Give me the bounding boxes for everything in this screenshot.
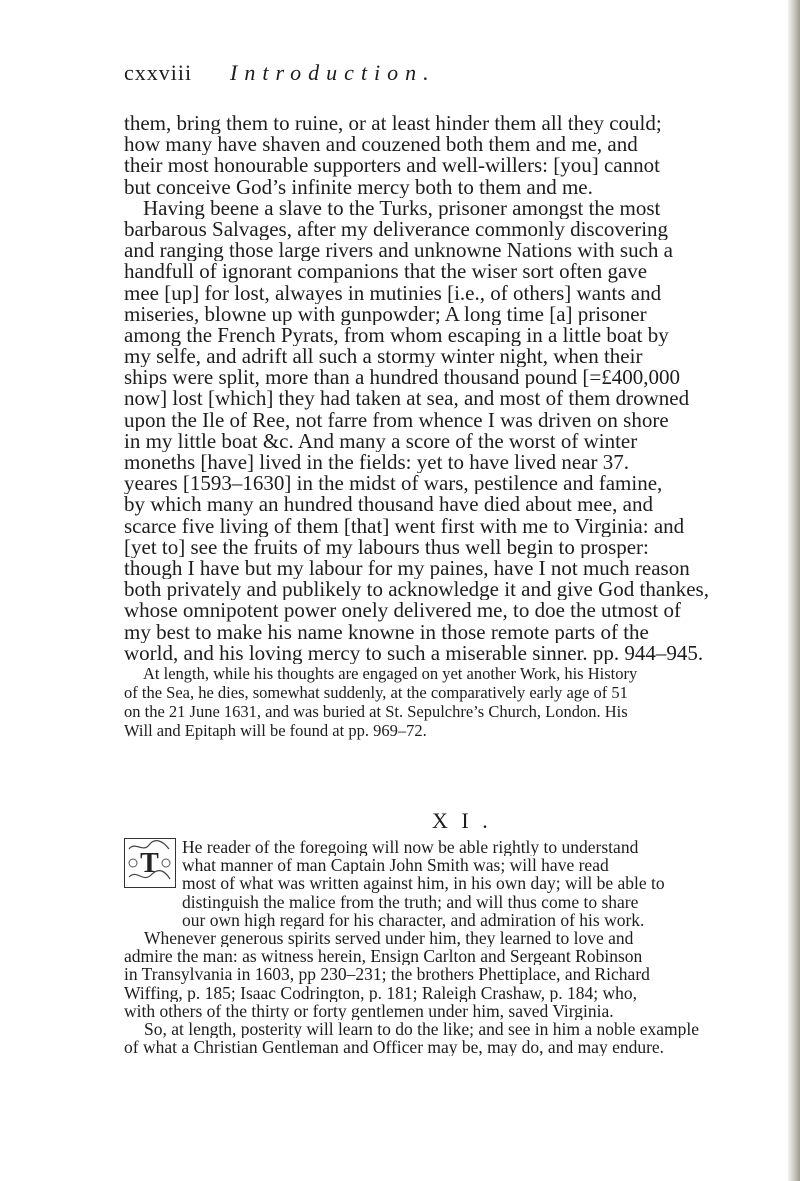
text-line: world, and his loving mercy to such a miserable sinner. pp. 944–945. (124, 642, 704, 664)
text-line: my best to make his name knowne in those remote parts of the (124, 621, 649, 643)
section-line: So, at length, posterity will learn to do the like; and see in him a noble example (144, 1019, 700, 1039)
text-line: how many have shaven and couzened both them and me, and (124, 134, 638, 156)
text-line: and ranging those large rivers and unknowne Nations with such a (124, 240, 673, 262)
text-line: ships were split, more than a hundred thousand pound [=£400,000 (124, 367, 681, 389)
text-line: miseries, blowne up with gunpowder; A long time [a] prisoner (124, 303, 647, 325)
page-number: cxxviii (124, 60, 193, 85)
text-line: in my little boat &c. And many a score of the worst of winter (124, 430, 638, 452)
note-line: of the Sea, he dies, somewhat suddenly, at the comparatively early age of 51 (124, 682, 628, 702)
section-line: Whenever generous spirits served under him, they learned to love and (144, 928, 634, 948)
section-line: in Transylvania in 1603, pp 230–231; the brothers Phettiplace, and Richard (124, 965, 650, 984)
text-line: by which many an hundred thousand have died about mee, and (124, 494, 653, 516)
text-line: moneths [have] lived in the fields: yet to have lived near 37. (124, 452, 630, 474)
text-line: handfull of ignorant companions that the wiser sort often gave (124, 261, 648, 283)
page-header (124, 60, 764, 100)
section-line: of what a Christian Gentleman and Officer may be, may do, and may endure. (124, 1038, 665, 1057)
section-line: with others of the thirty or forty gentlemen under him, saved Virginia. (124, 1001, 614, 1020)
main-text (124, 113, 770, 740)
text-line: though I have but my labour for my paines, have I not much reason (124, 557, 690, 580)
running-head: Introduction. (230, 60, 436, 85)
section-heading: X I . (432, 808, 492, 833)
text-line: mee [up] for lost, alwayes in mutinies [i.e., of others] wants and (124, 282, 662, 304)
text-line: [yet to] see the fruits of my labours thus well begin to prosper: (124, 536, 649, 558)
section-line: our own high regard for his character, and admiration of his work. (182, 910, 645, 929)
text-line: both privately and publikely to acknowledge it and give God thankes, (124, 579, 709, 601)
note-line: At length, while his thoughts are engaged on yet another Work, his History (143, 663, 638, 683)
dropcap-letter: T (140, 848, 159, 879)
section-line: He reader of the foregoing will now be able rightly to understand (182, 838, 639, 857)
text-line: but conceive God’s infinite mercy both to them and me. (124, 176, 593, 198)
text-line: them, bring them to ruine, or at least hinder them all they could; (124, 113, 662, 135)
text-line: scarce five living of them [that] went first with me to Virginia: and (124, 515, 685, 537)
page-edge-shadow (788, 0, 800, 1181)
section-xi (124, 838, 770, 1056)
text-line: yeares [1593–1630] in the midst of wars, pestilence and famine, (124, 473, 663, 495)
note-line: Will and Epitaph will be found at pp. 969–72. (124, 720, 427, 740)
text-line: now] lost [which] they had taken at sea, and most of them drowned (124, 388, 690, 410)
text-line: my selfe, and adrift all such a stormy winter night, when their (124, 346, 643, 368)
section-line: most of what was written against him, in his own day; will be able to (182, 874, 665, 893)
text-line: Having beene a slave to the Turks, prisoner amongst the most (143, 197, 661, 219)
section-line: what manner of man Captain John Smith was; will have read (182, 856, 609, 875)
text-line: barbarous Salvages, after my deliverance commonly discovering (124, 218, 669, 241)
text-line: upon the Ile of Ree, not farre from whence I was driven on shore (124, 409, 669, 431)
section-line: admire the man: as witness herein, Ensign Carlton and Sergeant Robinson (124, 947, 643, 966)
text-line: among the French Pyrats, from whom escaping in a little boat by (124, 324, 669, 347)
text-line: whose omnipotent power onely delivered me, to doe the utmost of (124, 600, 681, 622)
text-line: their most honourable supporters and well-willers: [you] cannot (124, 155, 660, 177)
section-line: Wiffing, p. 185; Isaac Codrington, p. 181; Raleigh Crashaw, p. 184; who, (124, 983, 638, 1002)
decorative-initial-icon (124, 838, 176, 888)
section-line: distinguish the malice from the truth; and will thus come to share (182, 892, 639, 911)
note-line: on the 21 June 1631, and was buried at St. Sepulchre’s Church, London. His (124, 701, 628, 721)
